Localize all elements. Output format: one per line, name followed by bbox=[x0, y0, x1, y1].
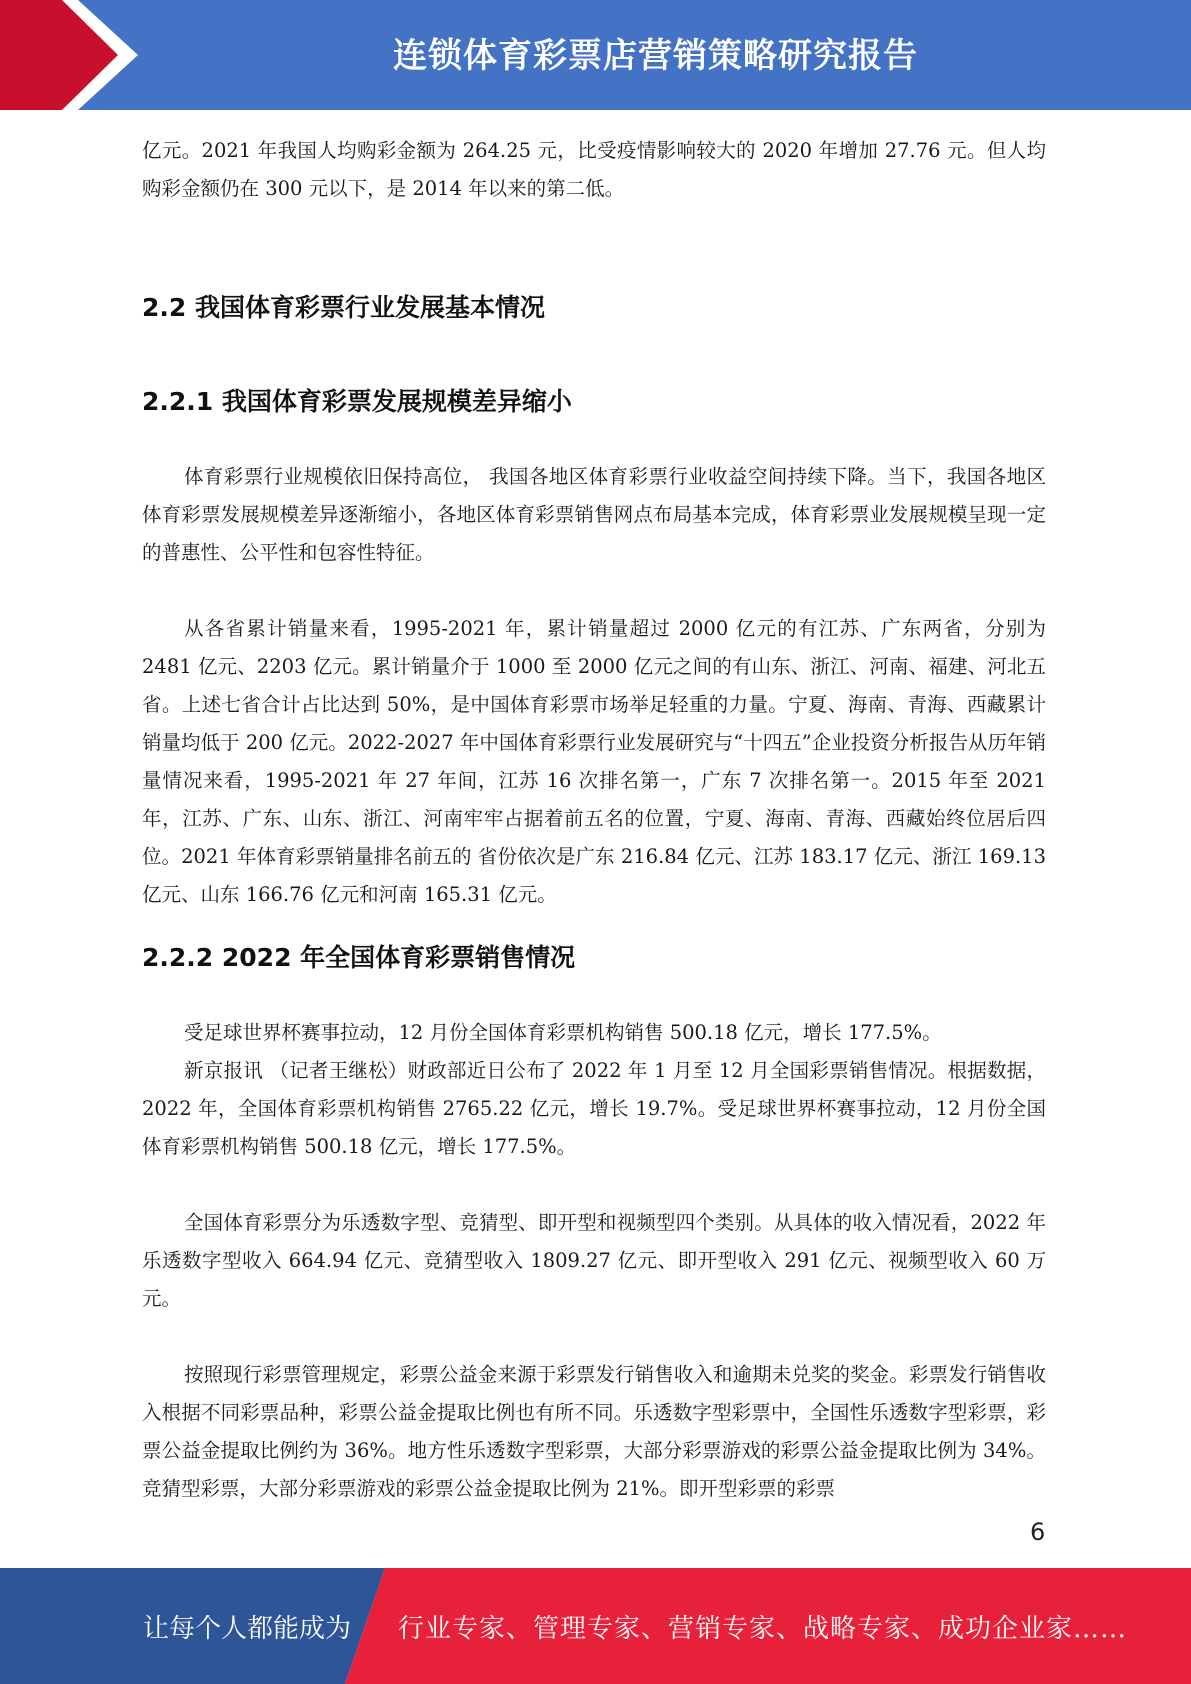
section-heading-2-2: 2.2 我国体育彩票行业发展基本情况 bbox=[142, 293, 545, 322]
paragraph-provincial-sales: 从各省累计销量来看，1995-2021 年，累计销量超过 2000 亿元的有江苏、广东两省，分别为 2481 亿元、2203 亿元。累计销量介于 1000 至 2000 亿元之间的有山东、浙江、河南、福建、河北五省。上述七省合计占比达到 50%，是中国体育彩票市场举足轻重的力量。宁夏、海南、青海、西藏累计销量均低于 200 亿元。2022-2027 年中国体育彩票行业发展研究与“十四五”企业投资分析报告从历年销量情况来看，1995-2021 年 27 年间，江苏 16 次排名第一，广东 7 次排名第一。2015 年至 2021 年，江苏、广东、山东、浙江、河南牢牢占据着前五名的位置，宁夏、海南、青海、西藏始终位居后四位。2021 年体育彩票销量排名前五的 省份依次是广东 216.84 亿元、江苏 183.17 亿元、浙江 169.13 亿元、山东 166.76 亿元和河南 165.31 亿元。 bbox=[142, 617, 1046, 906]
footer-slogan-right: 行业专家、管理专家、营销专家、战略专家、成功企业家…… bbox=[398, 1614, 1128, 1644]
paragraph-public-welfare: 按照现行彩票管理规定，彩票公益金来源于彩票发行销售收入和逾期未兑奖的奖金。彩票发行销售收入根据不同彩票品种，彩票公益金提取比例也有所不同。乐透数字型彩票中，全国性乐透数字型彩票，彩票公益金提取比例约为 36%。地方性乐透数字型彩票，大部分彩票游戏的彩票公益金提取比例为 34%。竞猜型彩票，大部分彩票游戏的彩票公益金提取比例为 21%。即开型彩票的彩票 bbox=[142, 1363, 1046, 1500]
paragraph-continued: 亿元。2021 年我国人均购彩金额为 264.25 元，比受疫情影响较大的 2020 年增加 27.76 元。但人均购彩金额仍在 300 元以下，是 2014 年以来的第二低。 bbox=[142, 139, 1046, 200]
paragraph-news: 新京报讯 （记者王继松）财政部近日公布了 2022 年 1 月至 12 月全国彩票销售情况。根据数据，2022 年，全国体育彩票机构销售 2765.22 亿元，增长 19.7%。受足球世界杯赛事拉动，12 月份全国体育彩票机构销售 500.18 亿元，增长 177.5%。 bbox=[142, 1059, 1046, 1158]
paragraph-scale: 体育彩票行业规模依旧保持高位， 我国各地区体育彩票行业收益空间持续下降。当下，我国各地区体育彩票发展规模差异逐渐缩小，各地区体育彩票销售网点布局基本完成，体育彩票业发展规模呈现一定的普惠性、公平性和包容性特征。 bbox=[142, 465, 1046, 564]
document-body bbox=[142, 132, 1046, 1508]
paragraph-worldcup: 受足球世界杯赛事拉动，12 月份全国体育彩票机构销售 500.18 亿元，增长 177.5%。 bbox=[184, 1021, 942, 1044]
page-header bbox=[0, 0, 1191, 110]
report-title: 连锁体育彩票店营销策略研究报告 bbox=[393, 36, 918, 76]
page-footer bbox=[0, 1568, 1191, 1684]
paragraph-categories: 全国体育彩票分为乐透数字型、竞猜型、即开型和视频型四个类别。从具体的收入情况看，2022 年乐透数字型收入 664.94 亿元、竞猜型收入 1809.27 亿元、即开型收入 291 亿元、视频型收入 60 万元。 bbox=[142, 1211, 1046, 1310]
section-heading-2-2-2: 2.2.2 2022 年全国体育彩票销售情况 bbox=[142, 943, 576, 972]
section-heading-2-2-1: 2.2.1 我国体育彩票发展规模差异缩小 bbox=[142, 387, 572, 416]
page-number: 6 bbox=[1030, 1518, 1046, 1546]
footer-slogan-left: 让每个人都能成为 bbox=[143, 1614, 352, 1644]
